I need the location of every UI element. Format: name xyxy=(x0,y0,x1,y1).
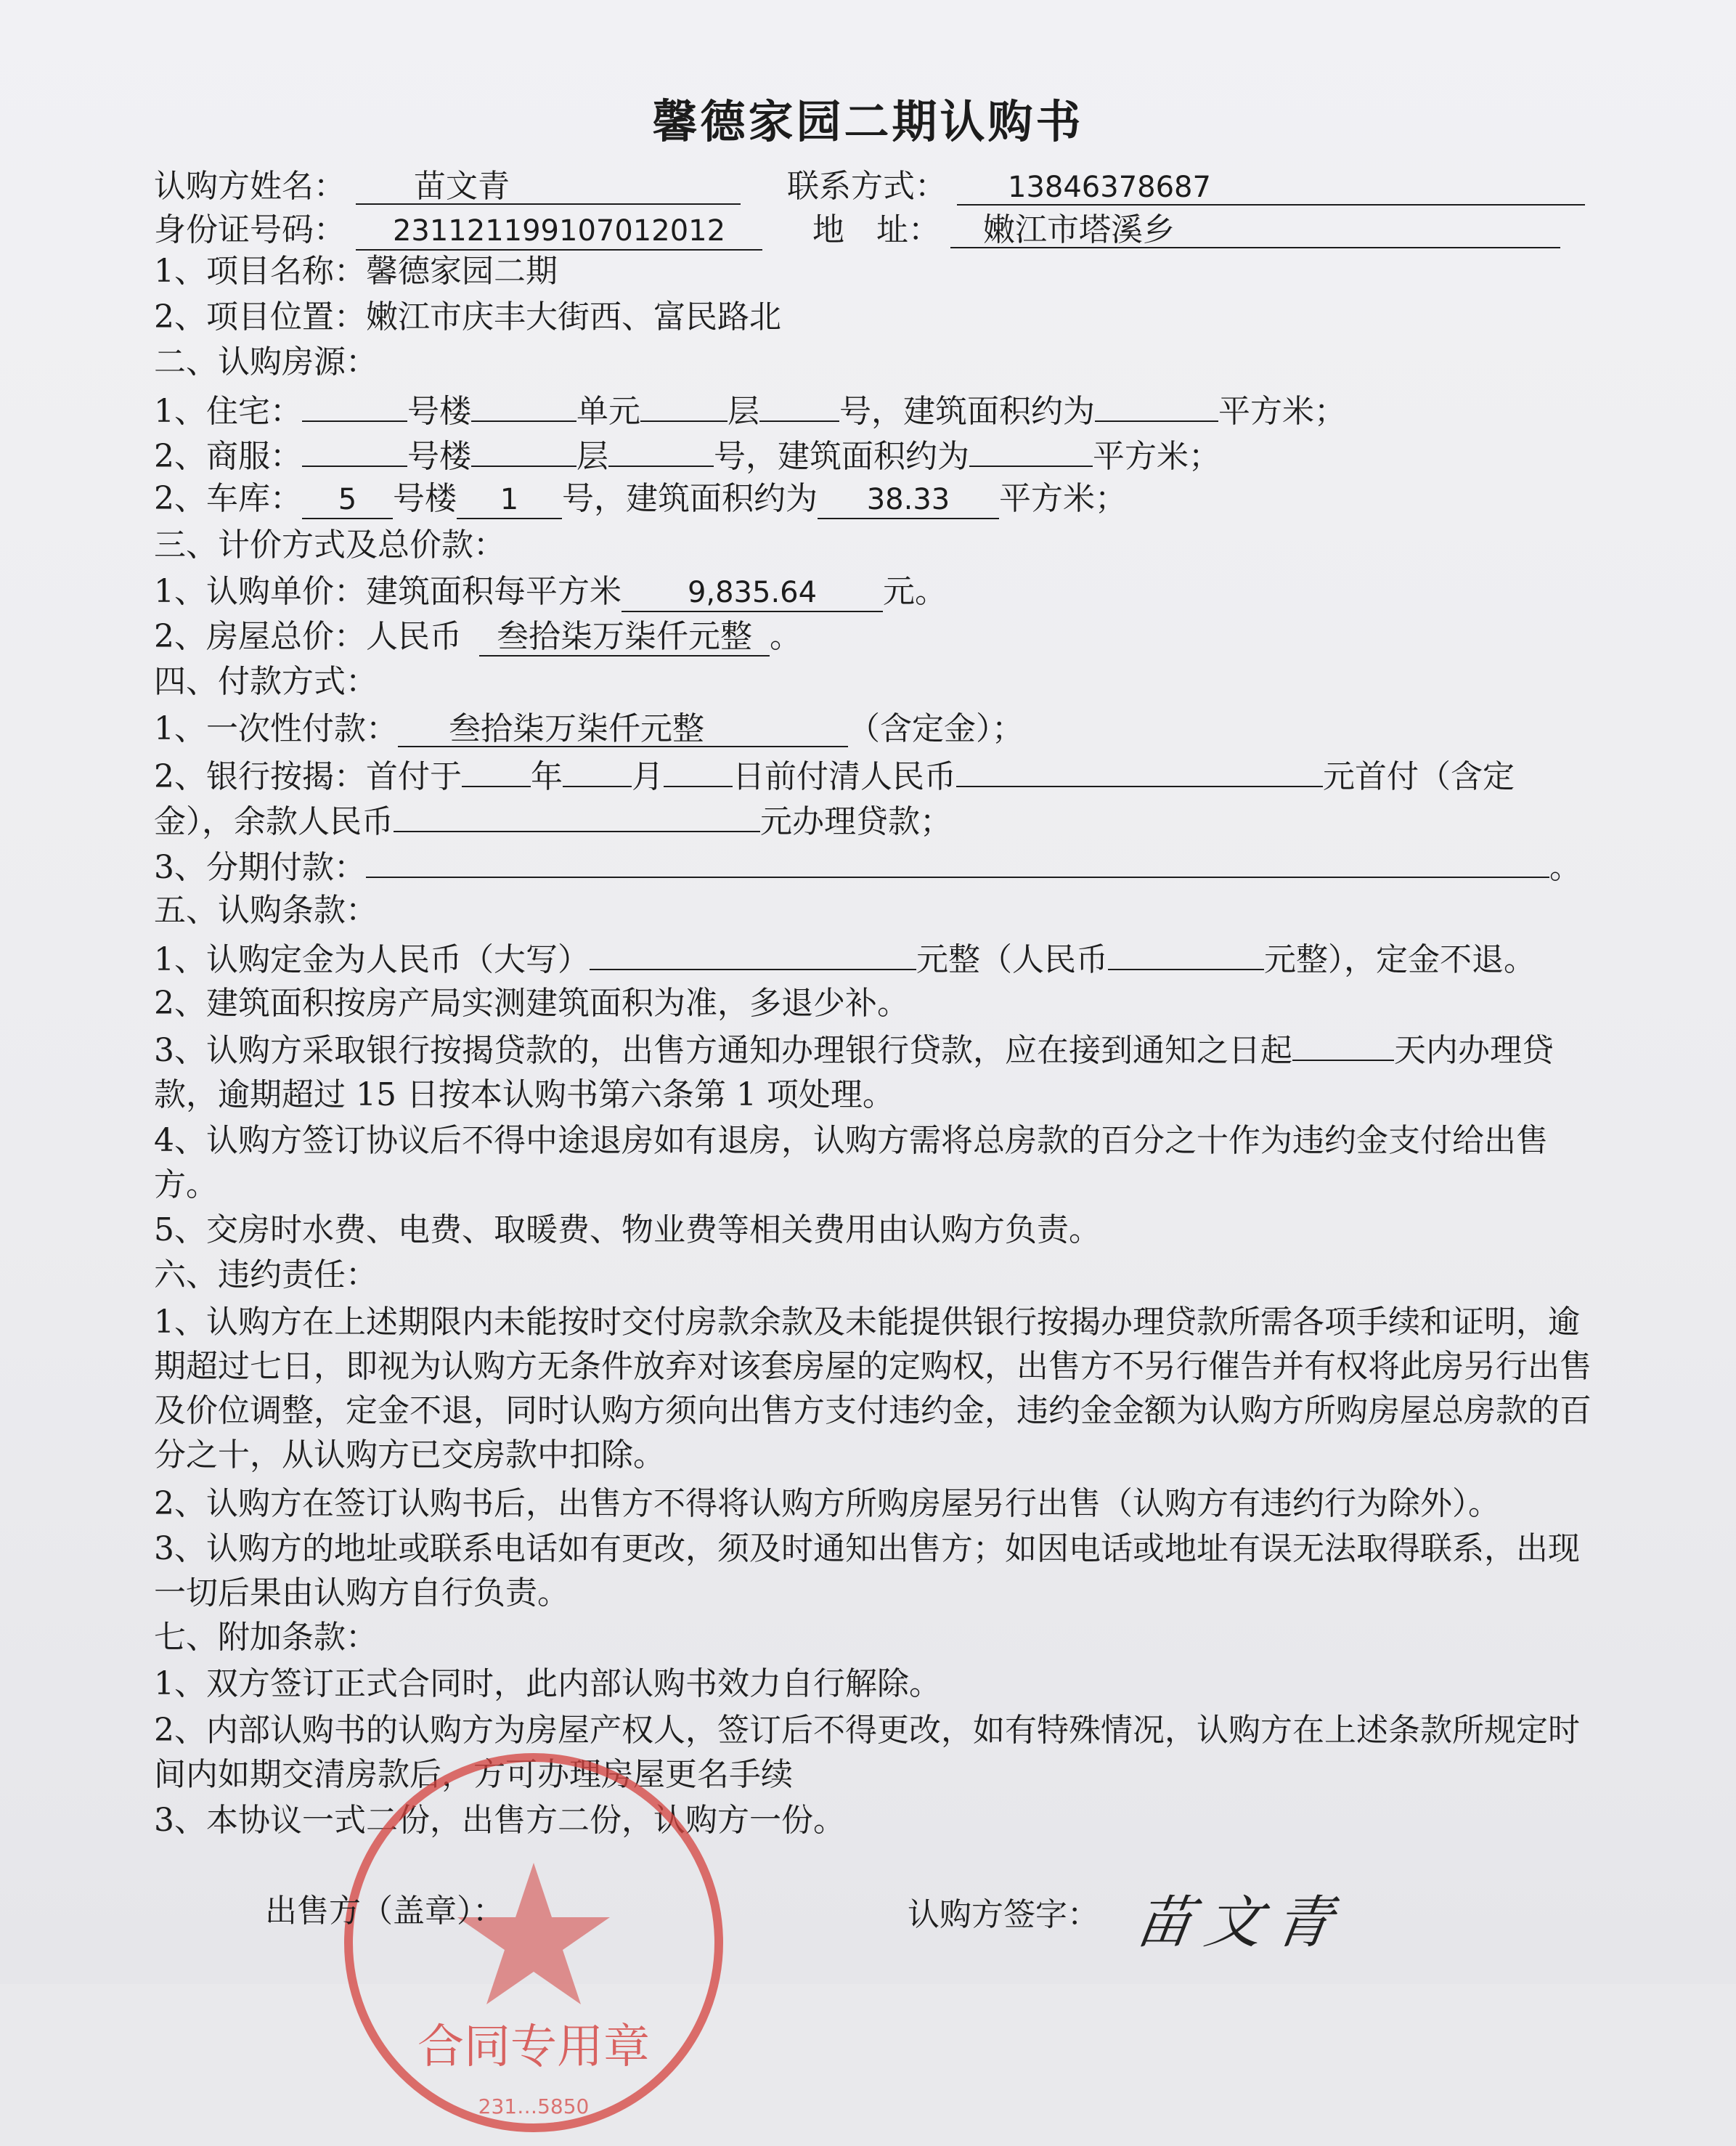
buyer-name-row xyxy=(154,166,1591,208)
commercial-t1: 号楼 xyxy=(407,438,471,475)
mortgage-p1: 2、银行按揭：首付于 xyxy=(154,758,462,795)
blank xyxy=(563,754,632,787)
phone-value: 13846378687 xyxy=(957,169,1585,206)
installment-suffix: 。 xyxy=(1549,849,1581,886)
residence-t2: 单元 xyxy=(576,393,640,430)
commercial-t4: 平方米； xyxy=(1093,438,1221,475)
garage-t1: 号楼 xyxy=(393,480,457,517)
residence-row xyxy=(154,389,1591,433)
refund-clause: 4、认购方签订协议后不得中途退房如有退房，认购方需将总房款的百分之十作为违约金支付给出售方。 xyxy=(154,1122,1548,1203)
buyer-id-row xyxy=(154,209,1591,251)
loan-p2: 天内办理贷款，逾期超过 15 日按本认购书第六条第 1 项处理。 xyxy=(154,1032,1554,1113)
mortgage-row-2 xyxy=(154,799,1591,843)
residence-t1: 号楼 xyxy=(407,393,471,430)
commercial-t3: 号，建筑面积约为 xyxy=(714,438,969,475)
lump-sum-suffix: （含定金）； xyxy=(848,710,1024,747)
blank xyxy=(302,389,407,422)
address-value: 嫩江市塔溪乡 xyxy=(950,212,1560,248)
deposit-clause xyxy=(154,937,1591,981)
installment-label: 3、分期付款： xyxy=(154,849,366,886)
id-label: 身份证号码： xyxy=(154,211,346,248)
garage-building-value: 5 xyxy=(302,481,393,519)
garage-label: 2、车库： xyxy=(154,480,302,517)
unit-price-value: 9,835.64 xyxy=(622,574,883,612)
deposit-p2: 元整（人民币 xyxy=(916,941,1108,978)
blank xyxy=(1292,1028,1394,1061)
blank xyxy=(608,434,714,467)
blank xyxy=(471,434,576,467)
additional-clause-2: 2、内部认购书的认购方为房屋产权人，签订后不得更改，如有特殊情况，认购方在上述条款所规定时间内如期交清房款后，方可办理房屋更名手续 xyxy=(154,1712,1580,1793)
commercial-t2: 层 xyxy=(576,438,608,475)
additional-clause-3: 3、本协议一式二份，出售方二份，认购方一份。 xyxy=(154,1802,845,1839)
lump-sum-label: 1、一次性付款： xyxy=(154,710,398,747)
loan-p1: 3、认购方采取银行按揭贷款的，出售方通知办理银行贷款，应在接到通知之日起 xyxy=(154,1032,1292,1069)
additional-clause-1: 1、双方签订正式合同时，此内部认购书效力自行解除。 xyxy=(154,1665,941,1702)
seller-stamp-label: 出售方（盖章）： xyxy=(265,1893,505,1930)
buyer-name-label: 认购方姓名： xyxy=(154,168,346,205)
breach-clause-3: 3、认购方的地址或联系电话如有更改，须及时通知出售方；如因电话或地址有误无法取得联系，出现一切后果由认购方自行负责。 xyxy=(154,1530,1580,1611)
blank xyxy=(759,389,839,422)
residence-t5: 平方米； xyxy=(1218,393,1346,430)
total-price-value: 叁拾柒万柒仟元整 xyxy=(479,619,770,657)
section4-heading: 四、付款方式： xyxy=(154,663,378,700)
mortgage-p3: 月 xyxy=(632,758,664,795)
buyer-signature-label: 认购方签字： xyxy=(908,1896,1099,1933)
mortgage-p4: 日前付清人民币 xyxy=(733,758,956,795)
unit-price-row xyxy=(154,571,1591,613)
garage-row xyxy=(154,478,1591,520)
residence-t4: 号，建筑面积约为 xyxy=(839,393,1095,430)
address-label: 地 址： xyxy=(812,211,940,248)
residence-t3: 层 xyxy=(728,393,759,430)
deposit-p1: 1、认购定金为人民币（大写） xyxy=(154,941,590,978)
deposit-p3: 元整），定金不退。 xyxy=(1264,941,1536,978)
blank xyxy=(366,845,1549,878)
contact-label: 联系方式： xyxy=(787,168,947,205)
commercial-row xyxy=(154,434,1591,478)
unit-price-label: 1、认购单价：建筑面积每平方米 xyxy=(154,573,622,610)
blank xyxy=(462,754,531,787)
blank xyxy=(590,937,916,970)
blank xyxy=(640,389,728,422)
garage-number-value: 1 xyxy=(457,481,562,519)
company-seal-stamp xyxy=(330,1739,737,2146)
residence-label: 1、住宅： xyxy=(154,393,302,430)
blank xyxy=(471,389,576,422)
total-price-row xyxy=(154,616,1591,658)
blank xyxy=(969,434,1093,467)
fees-clause: 5、交房时水费、电费、取暖费、物业费等相关费用由认购方负责。 xyxy=(154,1211,1101,1248)
blank xyxy=(302,434,407,467)
id-number-value: 231121199107012012 xyxy=(356,213,762,251)
blank xyxy=(956,754,1323,787)
garage-t2: 号，建筑面积约为 xyxy=(562,480,818,517)
breach-clause-1: 1、认购方在上述期限内未能按时交付房款余款及未能提供银行按揭办理贷款所需各项手续和证明，逾期超过七日，即视为认购方无条件放弃对该套房屋的定购权，出售方不另行催告并有权将此房另行出售及价位调整，定金不退，同时认购方须向出售方支付违约金，违约金金额为认购方所购房屋总房款的百分之十，从认购方已交房款中扣除。 xyxy=(154,1304,1592,1474)
total-price-label: 2、房屋总价：人民币 xyxy=(154,618,462,655)
stamp-text: 合同专用章 xyxy=(417,2020,650,2074)
section3-heading: 三、计价方式及总价款： xyxy=(154,527,505,564)
document-title: 馨德家园二期认购书 xyxy=(652,95,1084,148)
mortgage-p7: 元办理贷款； xyxy=(760,803,952,840)
section7-heading: 七、附加条款： xyxy=(154,1619,378,1656)
breach-clause-2: 2、认购方在签订认购书后，出售方不得将认购方所购房屋另行出售（认购方有违约行为除外）。 xyxy=(154,1485,1500,1522)
mortgage-p6: 金），余款人民币 xyxy=(154,803,394,840)
blank xyxy=(1108,937,1264,970)
section5-heading: 五、认购条款： xyxy=(154,892,378,929)
mortgage-row xyxy=(154,754,1591,798)
project-location: 2、项目位置：嫩江市庆丰大街西、富民路北 xyxy=(154,298,781,336)
unit-price-suffix: 元。 xyxy=(883,573,947,610)
lump-sum-value: 叁拾柒万柒仟元整 xyxy=(398,711,848,747)
section6-heading: 六、违约责任： xyxy=(154,1256,378,1293)
project-name: 1、项目名称：馨德家园二期 xyxy=(154,253,558,290)
commercial-label: 2、商服： xyxy=(154,438,302,475)
total-price-suffix: 。 xyxy=(770,618,802,655)
mortgage-p5: 元首付（含定 xyxy=(1323,758,1515,795)
garage-area-value: 38.33 xyxy=(818,481,999,519)
lump-sum-row xyxy=(154,708,1591,750)
blank xyxy=(394,799,760,832)
blank xyxy=(664,754,733,787)
stamp-number: 231…5850 xyxy=(478,2094,590,2118)
section2-heading: 二、认购房源： xyxy=(154,344,378,381)
loan-clause xyxy=(154,1028,1592,1117)
garage-t3: 平方米； xyxy=(999,480,1127,517)
area-clause: 2、建筑面积按房产局实测建筑面积为准，多退少补。 xyxy=(154,985,909,1022)
mortgage-p2: 年 xyxy=(531,758,563,795)
installment-row xyxy=(154,845,1591,889)
buyer-name-value: 苗文青 xyxy=(356,168,741,205)
buyer-handwritten-signature: 苗文青 xyxy=(1130,1890,1350,1956)
blank xyxy=(1095,389,1218,422)
